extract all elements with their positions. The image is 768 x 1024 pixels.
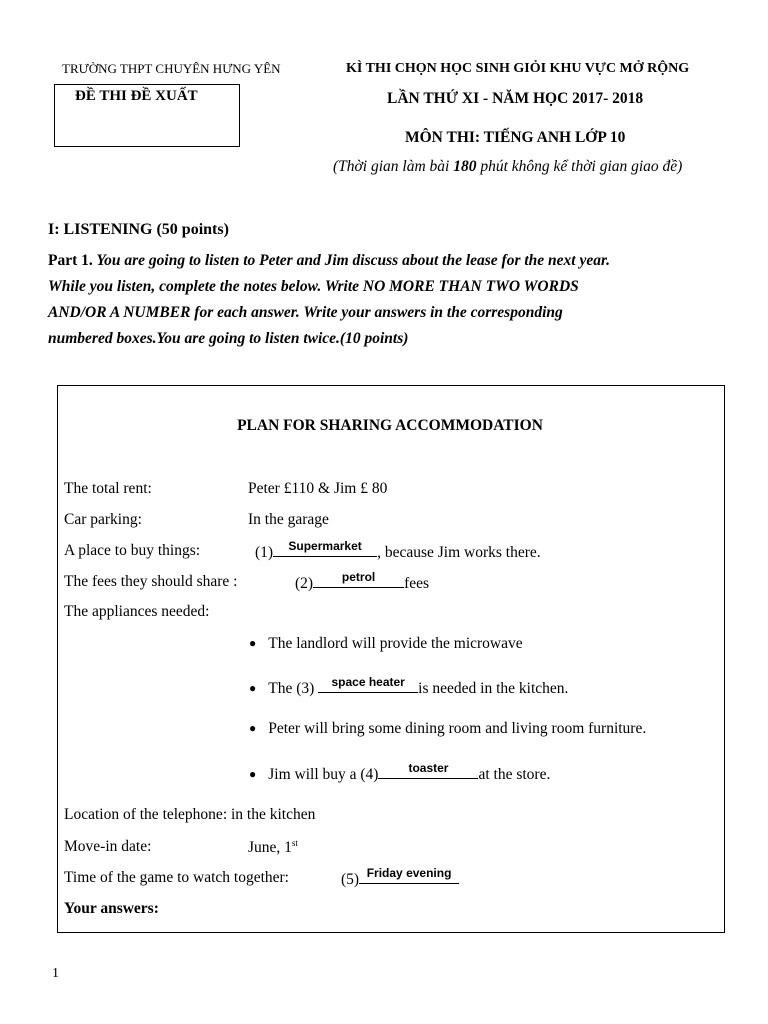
- part-instructions-line3: AND/OR A NUMBER for each answer. Write your answers in the corresponding: [48, 304, 563, 321]
- section-title: I: LISTENING (50 points): [48, 221, 229, 238]
- exam-title: KÌ THI CHỌN HỌC SINH GIỎI KHU VỰC MỞ RỘNG: [346, 61, 690, 76]
- appliances-label: The appliances needed:: [64, 603, 210, 620]
- answer-5: Friday evening: [366, 866, 452, 880]
- bullet-item-2: ● The (3) space heater is needed in the kitchen.: [249, 675, 569, 697]
- answer-2: petrol: [341, 570, 376, 584]
- game-label: Time of the game to watch together:: [64, 869, 289, 886]
- parking-value: In the garage: [248, 511, 329, 528]
- telephone-line: Location of the telephone: in the kitchen: [64, 806, 316, 823]
- answer-blank-4[interactable]: [378, 761, 478, 779]
- exam-session: LẦN THỨ XI - NĂM HỌC 2017- 2018: [387, 90, 644, 107]
- parking-label: Car parking:: [64, 511, 142, 528]
- answer-blank-5[interactable]: [359, 866, 459, 884]
- answer-blank-1[interactable]: [273, 539, 377, 557]
- fees-label: The fees they should share :: [64, 573, 238, 590]
- answer-1: Supermarket: [288, 539, 362, 553]
- game-line: (5) Friday evening: [341, 869, 459, 889]
- your-answers-label: Your answers:: [64, 900, 159, 917]
- rent-label: The total rent:: [64, 480, 152, 497]
- movein-label: Move-in date:: [64, 838, 152, 855]
- bullet-item-3: ● Peter will bring some dining room and living room furniture.: [249, 720, 647, 737]
- notes-title: PLAN FOR SHARING ACCOMMODATION: [237, 417, 543, 434]
- part-instructions-line4: numbered boxes.You are going to listen twice.(10 points): [48, 330, 409, 347]
- exam-subject: MÔN THI: TIẾNG ANH LỚP 10: [405, 129, 626, 146]
- notes-box: [57, 385, 725, 933]
- part-instructions-line2: While you listen, complete the notes below. Write NO MORE THAN TWO WORDS: [48, 278, 579, 295]
- bullet-item-4: ● Jim will buy a (4) toaster at the store.: [249, 761, 551, 783]
- fees-line: (2) petrol fees: [295, 570, 430, 592]
- buy-label: A place to buy things:: [64, 542, 201, 559]
- answer-3: space heater: [331, 675, 405, 689]
- part-instructions: Part 1. You are going to listen to Peter and Jim discuss about the lease for the next year.: [48, 252, 611, 269]
- proposal-label: ĐỀ THI ĐỀ XUẤT: [75, 88, 198, 104]
- exam-time: (Thời gian làm bài 180 phút không kể thời gian giao đề): [333, 158, 683, 175]
- movein-value: June, 1st: [248, 838, 298, 857]
- bullet-item-1: ● The landlord will provide the microwave: [249, 635, 523, 652]
- buy-line: (1) Supermarket , because Jim works there.: [255, 539, 541, 561]
- page-number: 1: [52, 966, 59, 981]
- answer-4: toaster: [408, 761, 449, 775]
- rent-value: Peter £110 & Jim £ 80: [248, 480, 388, 497]
- answer-blank-3[interactable]: [318, 675, 418, 693]
- school-name: TRƯỜNG THPT CHUYÊN HƯNG YÊN: [62, 61, 281, 76]
